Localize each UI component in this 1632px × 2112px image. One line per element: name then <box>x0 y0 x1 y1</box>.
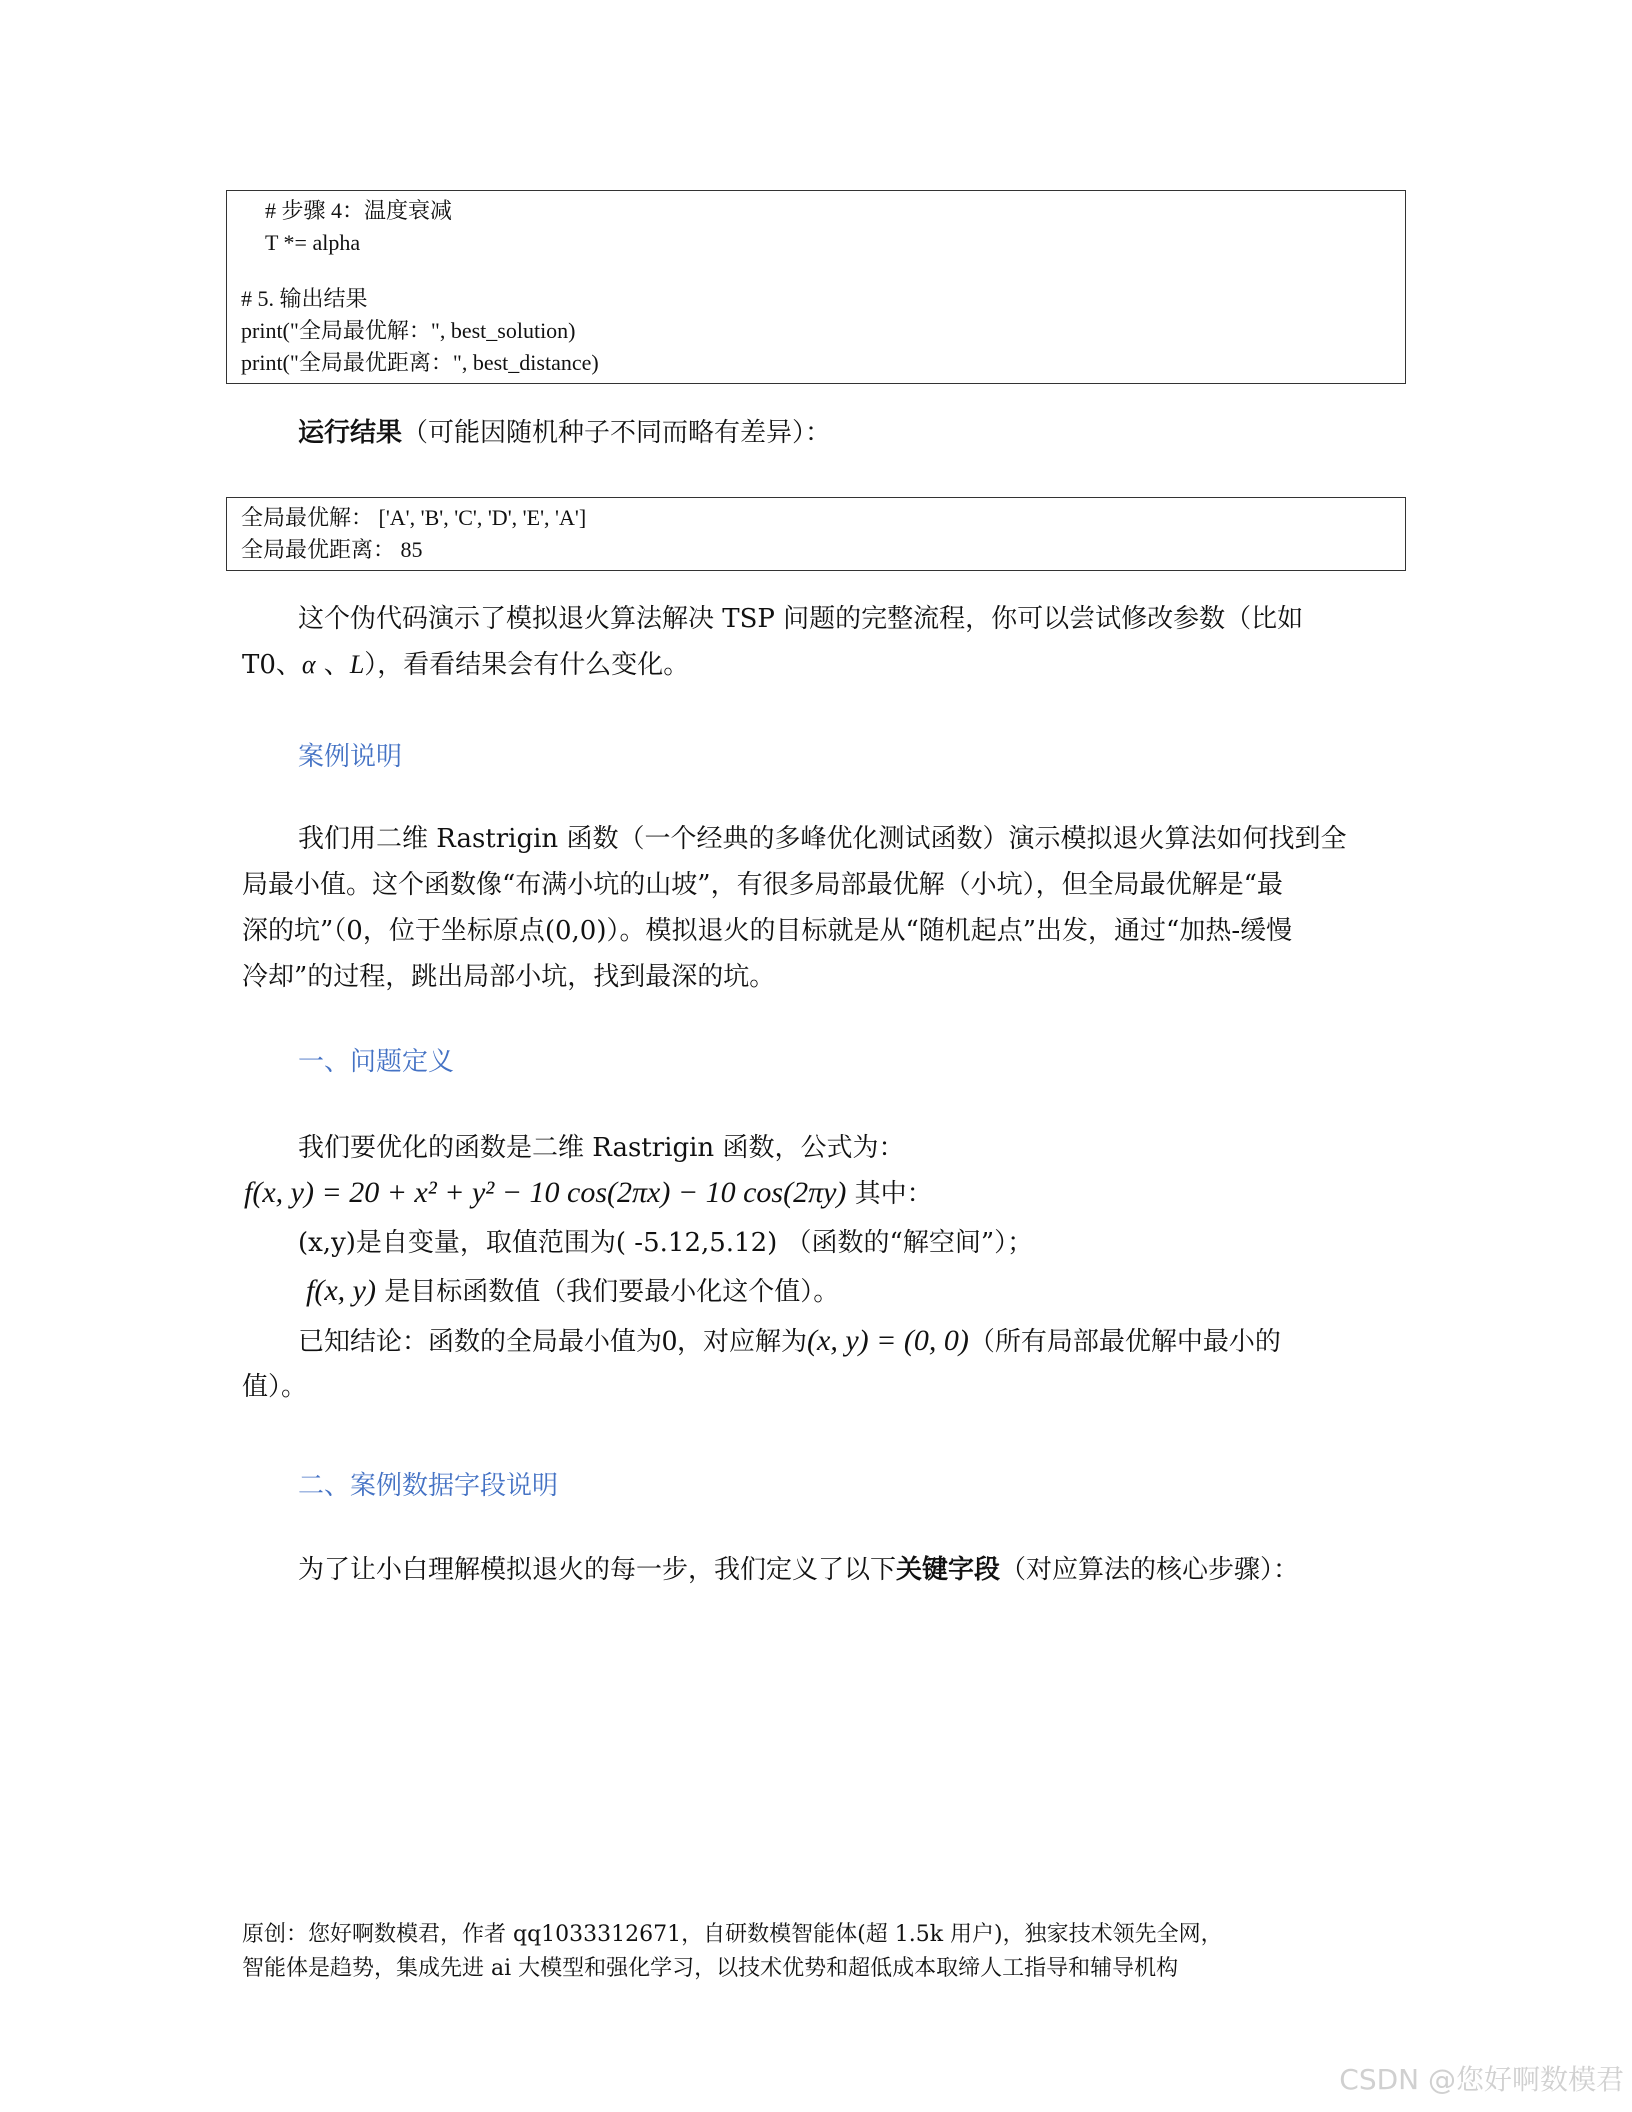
footer-line: 智能体是趋势，集成先进 ai 大模型和强化学习，以技术优势和超低成本取缔人工指导和辅导机构 <box>242 1956 1179 1981</box>
code-line: print("全局最优解：", best_solution) <box>241 318 576 343</box>
output-block <box>226 497 1406 571</box>
code-line: T *= alpha <box>265 230 361 255</box>
definition-intro: 我们要优化的函数是二维 Rastrigin 函数，公式为： <box>298 1133 905 1163</box>
heading-case: 案例说明 <box>298 742 403 772</box>
csdn-watermark: CSDN @您好啊数模君 <box>1339 2063 1624 2096</box>
definition-item-1: (x,y)是自变量，取值范围为( -5.12,5.12) （函数的“解空间”）； <box>298 1228 1034 1258</box>
paragraph-case <box>242 816 1392 1000</box>
known-zero: 0 <box>662 1324 678 1357</box>
paragraph-line: 局最小值。这个函数像“布满小坑的山坡”，有很多局部最优解（小坑），但全局最优解是“最 <box>242 870 1283 900</box>
alpha-symbol: α <box>301 650 316 679</box>
known-conclusion-end: 值）。 <box>242 1372 308 1402</box>
paragraph-line: 冷却”的过程，跳出局部小坑，找到最深的坑。 <box>242 962 776 992</box>
run-result-label <box>298 410 831 456</box>
paragraph-pseudocode <box>242 596 1392 688</box>
separator: 、 <box>315 650 350 680</box>
objective-math: f(x, y) <box>306 1274 376 1307</box>
known-text-c: （所有局部最优解中最小的 <box>968 1327 1281 1357</box>
l-symbol: L <box>349 650 365 679</box>
text-rest: ），看看结果会有什么变化。 <box>364 650 690 680</box>
footer-line: 原创：您好啊数模君，作者 qq1033312671，自研数模智能体(超 1.5k 用户)，独家技术领先全网， <box>242 1922 1223 1947</box>
paragraph-line: 深的坑”（0，位于坐标原点(0,0)）。模拟退火的目标就是从“随机起点”出发，通过“加热-缓慢 <box>242 916 1293 946</box>
code-line: # 5. 输出结果 <box>241 286 368 311</box>
fields-paragraph <box>298 1547 1299 1593</box>
objective-text: 是目标函数值（我们要最小化这个值）。 <box>375 1277 840 1307</box>
run-result-bold: 运行结果 <box>298 418 403 448</box>
code-line: # 步骤 4：温度衰减 <box>265 198 453 223</box>
formula: f(x, y) = 20 + x² + y² − 10 cos(2πx) − 10 cos(2πy) <box>244 1176 847 1209</box>
paragraph-line: 这个伪代码演示了模拟退火算法解决 TSP 问题的完整流程，你可以尝试修改参数（比如 <box>298 604 1304 634</box>
definition-item-2 <box>306 1268 839 1315</box>
paragraph-line <box>242 642 1392 688</box>
known-text-b: ，对应解为 <box>677 1327 808 1357</box>
code-block <box>226 190 1406 384</box>
known-solution: (x, y) = (0, 0) <box>807 1324 969 1357</box>
known-text-a: 已知结论：函数的全局最小值为 <box>298 1327 663 1357</box>
heading-data-fields: 二、案例数据字段说明 <box>298 1471 559 1501</box>
known-conclusion <box>298 1318 1281 1365</box>
formula-line <box>244 1170 933 1217</box>
output-line: 全局最优距离： 85 <box>241 537 423 562</box>
fields-text-b: （对应算法的核心步骤）： <box>1000 1555 1300 1585</box>
fields-key-bold: 关键字段 <box>896 1555 1001 1585</box>
output-line: 全局最优解： ['A', 'B', 'C', 'D', 'E', 'A'] <box>241 505 587 530</box>
heading-problem-definition: 一、问题定义 <box>298 1047 455 1077</box>
code-line: print("全局最优距离：", best_distance) <box>241 350 599 375</box>
paragraph-line: 我们用二维 Rastrigin 函数（一个经典的多峰优化测试函数）演示模拟退火算法如何找到全 <box>298 824 1347 854</box>
run-result-note: （可能因随机种子不同而略有差异）： <box>402 418 832 448</box>
fields-text-a: 为了让小白理解模拟退火的每一步，我们定义了以下 <box>298 1555 897 1585</box>
text-t0: T0、 <box>242 650 302 680</box>
footer-note <box>242 1918 1392 1986</box>
formula-suffix: 其中： <box>846 1179 933 1209</box>
